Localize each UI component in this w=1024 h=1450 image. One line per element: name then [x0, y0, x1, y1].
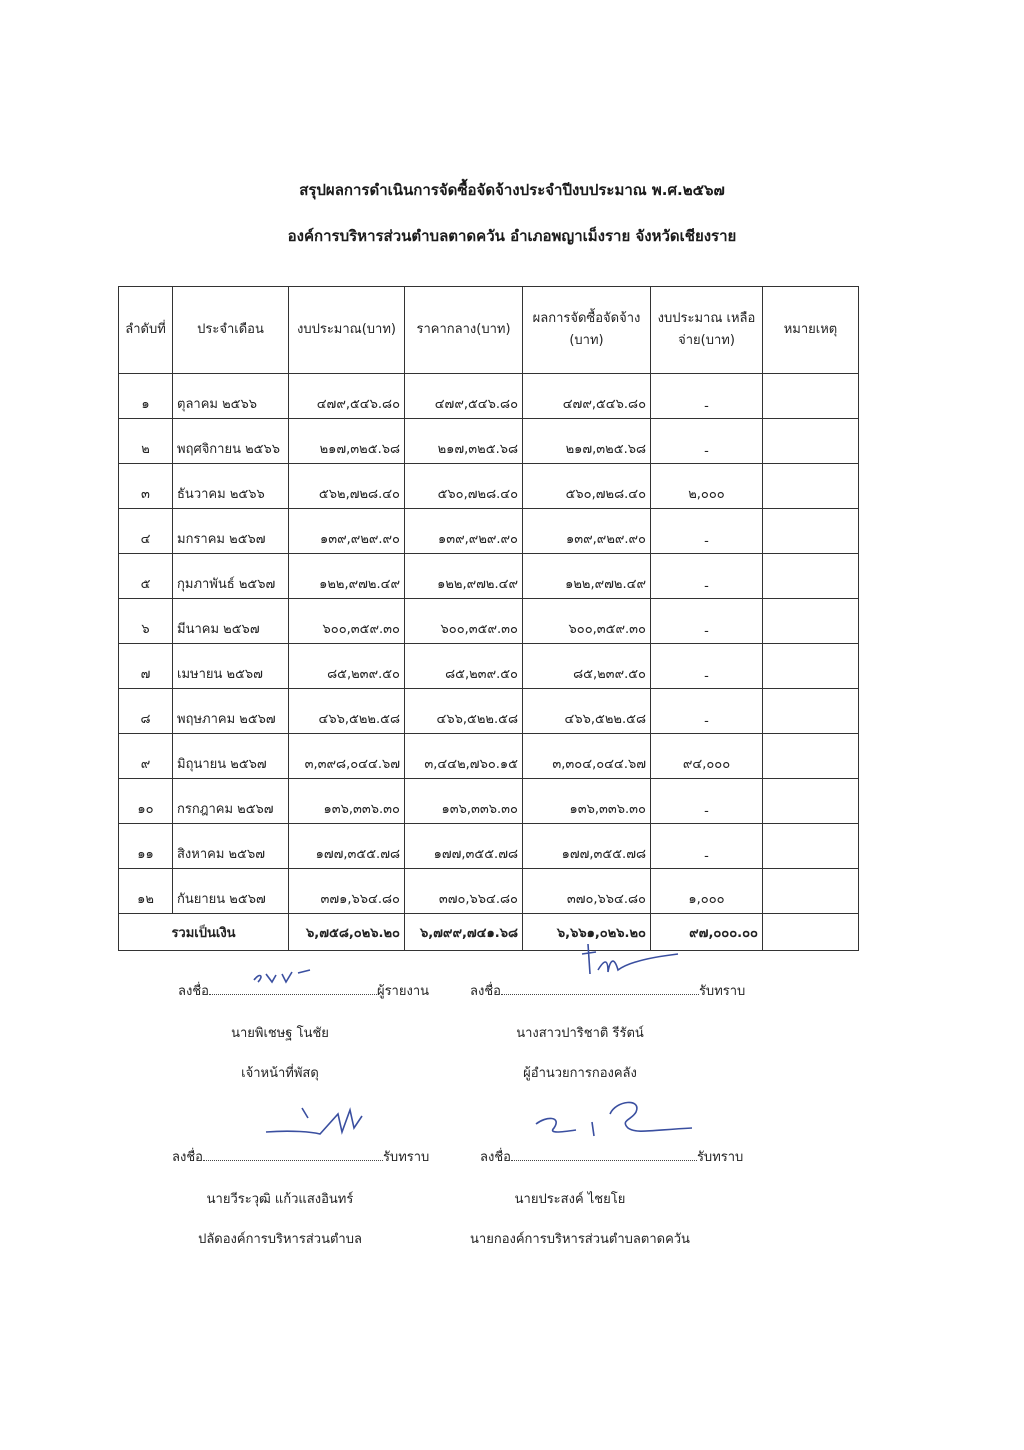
signature-3-line — [172, 1146, 429, 1167]
cell-no: ๔ — [119, 509, 173, 554]
table-row — [119, 374, 859, 419]
header-budget: งบประมาณ(บาท) — [289, 287, 405, 374]
cell-result: ๕๖๐,๗๒๘.๔๐ — [523, 464, 651, 509]
cell-note — [763, 374, 859, 419]
cell-month: สิงหาคม ๒๕๖๗ — [173, 824, 289, 869]
signature-2-role: รับทราบ — [698, 984, 746, 999]
table-row — [119, 824, 859, 869]
organization-subtitle: องค์การบริหารส่วนตำบลตาดควัน อำเภอพญาเม็งราย จังหวัดเชียงราย — [287, 227, 737, 245]
header-remaining: งบประมาณ เหลือจ่าย(บาท) — [651, 287, 763, 374]
cell-month: กันยายน ๒๕๖๗ — [173, 869, 289, 914]
cell-result: ๒๑๗,๓๒๕.๖๘ — [523, 419, 651, 464]
signature-1-position: เจ้าหน้าที่พัสดุ — [241, 1066, 319, 1081]
cell-budget: ๑๓๖,๓๓๖.๓๐ — [289, 779, 405, 824]
header-note: หมายเหตุ — [763, 287, 859, 374]
cell-remaining: - — [651, 374, 763, 419]
cell-result: ๓๗๐,๖๖๔.๘๐ — [523, 869, 651, 914]
cell-no: ๒ — [119, 419, 173, 464]
signature-4-line — [480, 1146, 743, 1167]
cell-no: ๑๑ — [119, 824, 173, 869]
cell-no: ๑๐ — [119, 779, 173, 824]
signature-3-name: นายวีระวุฒิ แก้วแสงอินทร์ — [206, 1192, 354, 1207]
table-row — [119, 554, 859, 599]
cell-result: ๑๒๒,๙๗๒.๔๙ — [523, 554, 651, 599]
signature-3-position: ปลัดองค์การบริหารส่วนตำบล — [198, 1232, 362, 1247]
cell-median-price: ๑๓๙,๙๒๙.๙๐ — [405, 509, 523, 554]
signature-3-scribble — [262, 1102, 372, 1144]
cell-month: พฤศจิกายน ๒๕๖๖ — [173, 419, 289, 464]
cell-month: เมษายน ๒๕๖๗ — [173, 644, 289, 689]
cell-month: กุมภาพันธ์ ๒๕๖๗ — [173, 554, 289, 599]
cell-month: ตุลาคม ๒๕๖๖ — [173, 374, 289, 419]
cell-median-price: ๔๖๖,๕๒๒.๕๘ — [405, 689, 523, 734]
total-note — [763, 914, 859, 951]
table-row — [119, 689, 859, 734]
table-row — [119, 419, 859, 464]
cell-median-price: ๔๗๙,๕๔๖.๘๐ — [405, 374, 523, 419]
cell-month: มกราคม ๒๕๖๗ — [173, 509, 289, 554]
cell-remaining: - — [651, 824, 763, 869]
table-row — [119, 644, 859, 689]
cell-remaining: - — [651, 644, 763, 689]
cell-budget: ๓๗๑,๖๖๔.๘๐ — [289, 869, 405, 914]
cell-month: มิถุนายน ๒๕๖๗ — [173, 734, 289, 779]
header-median-price: ราคากลาง(บาท) — [405, 287, 523, 374]
procurement-summary-table — [118, 286, 859, 951]
total-label: รวมเป็นเงิน — [119, 914, 289, 951]
total-median: ๖,๗๙๙,๗๔๑.๖๘ — [405, 914, 523, 951]
cell-median-price: ๖๐๐,๓๕๙.๓๐ — [405, 599, 523, 644]
cell-median-price: ๑๒๒,๙๗๒.๔๙ — [405, 554, 523, 599]
cell-note — [763, 644, 859, 689]
cell-median-price: ๓,๔๔๒,๗๖๐.๑๕ — [405, 734, 523, 779]
cell-note — [763, 509, 859, 554]
cell-no: ๑ — [119, 374, 173, 419]
cell-median-price: ๑๗๗,๓๕๕.๗๘ — [405, 824, 523, 869]
cell-no: ๘ — [119, 689, 173, 734]
cell-note — [763, 734, 859, 779]
cell-budget: ๑๒๒,๙๗๒.๔๙ — [289, 554, 405, 599]
cell-result: ๓,๓๐๔,๐๔๔.๖๗ — [523, 734, 651, 779]
cell-no: ๓ — [119, 464, 173, 509]
signature-3-role: รับทราบ — [382, 1150, 430, 1165]
cell-budget: ๖๐๐,๓๕๙.๓๐ — [289, 599, 405, 644]
cell-remaining: - — [651, 599, 763, 644]
cell-note — [763, 689, 859, 734]
cell-result: ๑๗๗,๓๕๕.๗๘ — [523, 824, 651, 869]
cell-budget: ๔๖๖,๕๒๒.๕๘ — [289, 689, 405, 734]
cell-month: ธันวาคม ๒๕๖๖ — [173, 464, 289, 509]
cell-median-price: ๑๓๖,๓๓๖.๓๐ — [405, 779, 523, 824]
header-month: ประจำเดือน — [173, 287, 289, 374]
cell-median-price: ๓๗๐,๖๖๔.๘๐ — [405, 869, 523, 914]
cell-median-price: ๒๑๗,๓๒๕.๖๘ — [405, 419, 523, 464]
cell-budget: ๑๓๙,๙๒๙.๙๐ — [289, 509, 405, 554]
cell-result: ๔๖๖,๕๒๒.๕๘ — [523, 689, 651, 734]
cell-note — [763, 869, 859, 914]
cell-result: ๖๐๐,๓๕๙.๓๐ — [523, 599, 651, 644]
total-result: ๖,๖๖๑,๐๒๖.๒๐ — [523, 914, 651, 951]
cell-no: ๖ — [119, 599, 173, 644]
table-row — [119, 599, 859, 644]
cell-note — [763, 419, 859, 464]
signature-2-name: นางสาวปาริชาติ รีรัตน์ — [516, 1026, 644, 1041]
table-header-row — [119, 287, 859, 374]
table-row — [119, 464, 859, 509]
cell-result: ๔๗๙,๕๔๖.๘๐ — [523, 374, 651, 419]
cell-remaining: - — [651, 554, 763, 599]
cell-budget: ๕๖๒,๗๒๘.๔๐ — [289, 464, 405, 509]
signature-4-position: นายกองค์การบริหารส่วนตำบลตาดควัน — [470, 1232, 690, 1247]
cell-remaining: - — [651, 689, 763, 734]
cell-month: พฤษภาคม ๒๕๖๗ — [173, 689, 289, 734]
cell-remaining: - — [651, 509, 763, 554]
signature-2-scribble — [574, 940, 684, 984]
signature-4-name: นายประสงค์ ไชยโย — [514, 1192, 626, 1207]
signature-4-role: รับทราบ — [696, 1150, 744, 1165]
total-budget: ๖,๗๕๘,๐๒๖.๒๐ — [289, 914, 405, 951]
cell-budget: ๒๑๗,๓๒๕.๖๘ — [289, 419, 405, 464]
table-row — [119, 869, 859, 914]
cell-result: ๑๓๖,๓๓๖.๓๐ — [523, 779, 651, 824]
signature-1-role: ผู้รายงาน — [376, 984, 430, 999]
header-no: ลำดับที่ — [119, 287, 173, 374]
signature-2-line — [470, 980, 745, 1001]
cell-no: ๑๒ — [119, 869, 173, 914]
cell-no: ๕ — [119, 554, 173, 599]
cell-remaining: ๙๔,๐๐๐ — [651, 734, 763, 779]
cell-remaining: - — [651, 419, 763, 464]
sign-prefix: ลงชื่อ — [470, 984, 501, 999]
cell-result: ๑๓๙,๙๒๙.๙๐ — [523, 509, 651, 554]
sign-prefix: ลงชื่อ — [178, 984, 209, 999]
cell-median-price: ๘๕,๒๓๙.๕๐ — [405, 644, 523, 689]
cell-budget: ๘๕,๒๓๙.๕๐ — [289, 644, 405, 689]
table-row — [119, 734, 859, 779]
total-row — [119, 914, 859, 951]
signature-1-name: นายพิเชษฐ โนชัย — [231, 1026, 329, 1041]
table-row — [119, 509, 859, 554]
sign-prefix: ลงชื่อ — [172, 1150, 203, 1165]
cell-no: ๗ — [119, 644, 173, 689]
cell-note — [763, 464, 859, 509]
cell-no: ๙ — [119, 734, 173, 779]
total-remaining: ๙๗,๐๐๐.๐๐ — [651, 914, 763, 951]
cell-remaining: ๑,๐๐๐ — [651, 869, 763, 914]
signature-4-scribble — [532, 1094, 702, 1142]
cell-result: ๘๕,๒๓๙.๕๐ — [523, 644, 651, 689]
cell-note — [763, 779, 859, 824]
sign-prefix: ลงชื่อ — [480, 1150, 511, 1165]
cell-median-price: ๕๖๐,๗๒๘.๔๐ — [405, 464, 523, 509]
cell-month: มีนาคม ๒๕๖๗ — [173, 599, 289, 644]
cell-remaining: ๒,๐๐๐ — [651, 464, 763, 509]
cell-note — [763, 824, 859, 869]
cell-remaining: - — [651, 779, 763, 824]
cell-budget: ๑๗๗,๓๕๕.๗๘ — [289, 824, 405, 869]
cell-note — [763, 554, 859, 599]
signature-2-position: ผู้อำนวยการกองคลัง — [523, 1066, 637, 1081]
document-title: สรุปผลการดำเนินการจัดซื้อจัดจ้างประจำปีงบประมาณ พ.ศ.๒๕๖๗ — [299, 181, 725, 199]
cell-note — [763, 599, 859, 644]
cell-budget: ๔๗๙,๕๔๖.๘๐ — [289, 374, 405, 419]
cell-month: กรกฎาคม ๒๕๖๗ — [173, 779, 289, 824]
table-row — [119, 779, 859, 824]
cell-budget: ๓,๓๙๘,๐๔๔.๖๗ — [289, 734, 405, 779]
header-result: ผลการจัดซื้อจัดจ้าง (บาท) — [523, 287, 651, 374]
signature-1-line — [178, 980, 429, 1001]
